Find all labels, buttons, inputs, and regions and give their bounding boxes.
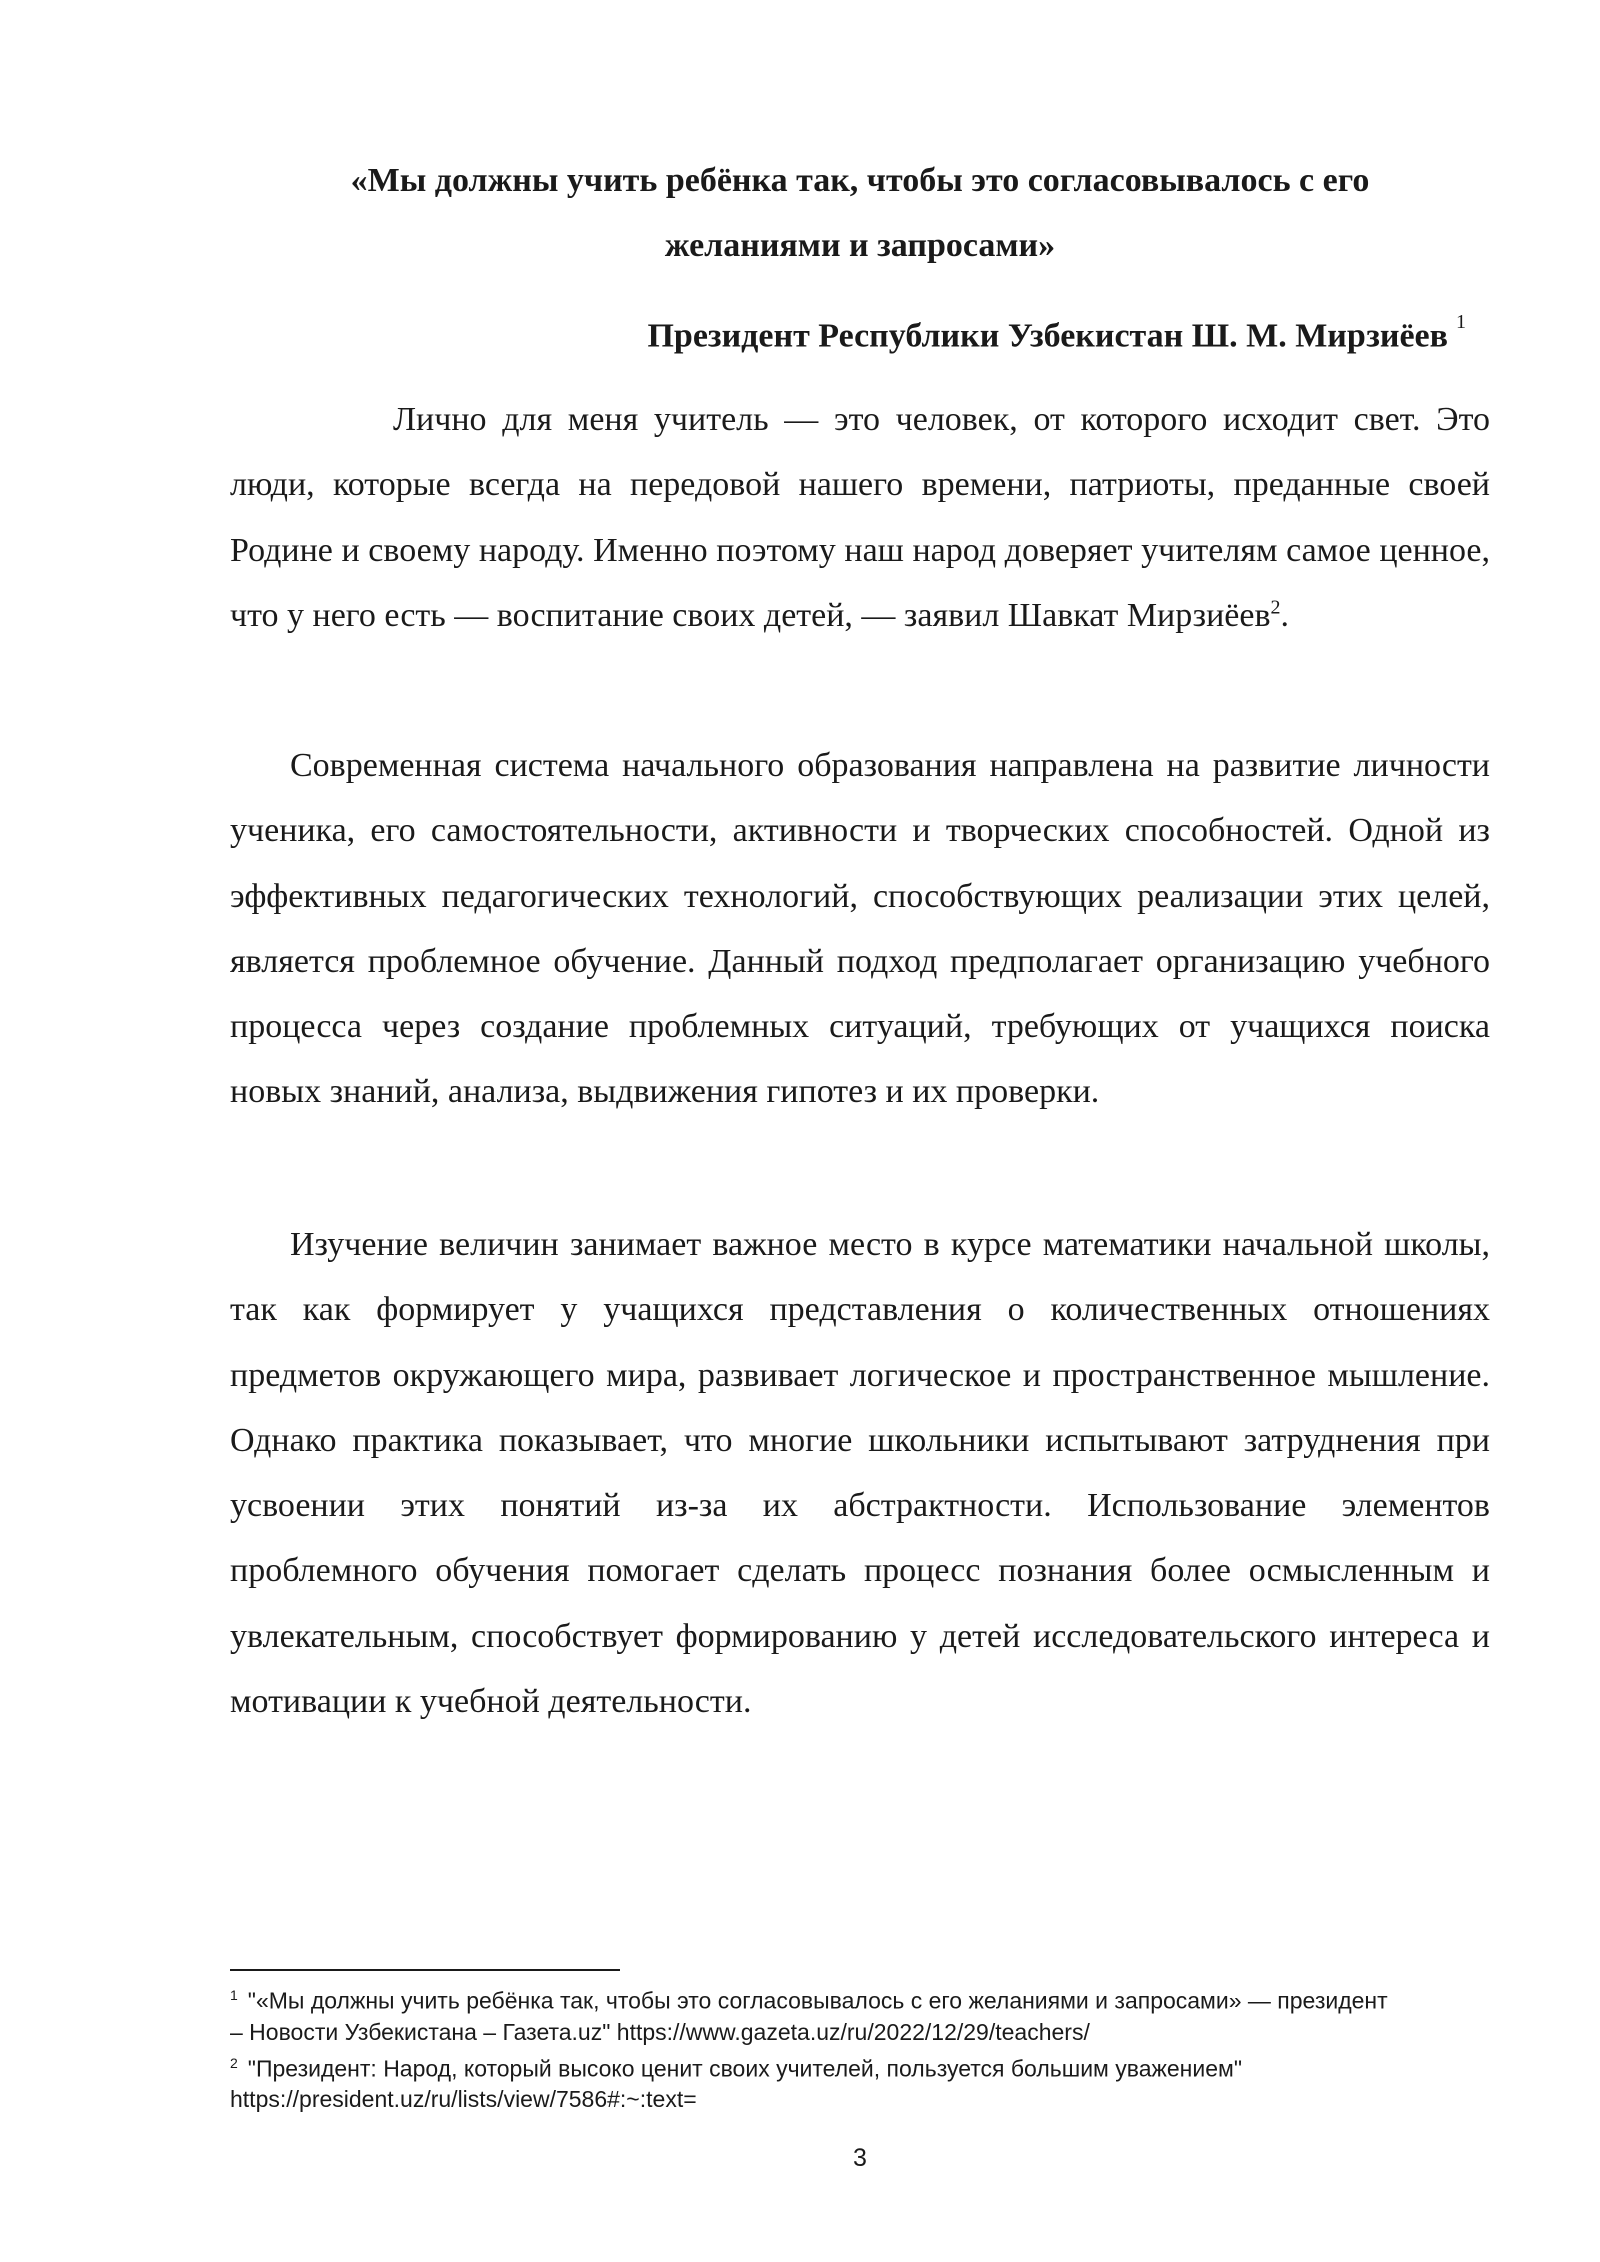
author-name: Президент Республики Узбекистан Ш. М. Мирзиёев bbox=[647, 317, 1448, 355]
footnote-2-number: 2 bbox=[230, 2054, 238, 2071]
epigraph-quote bbox=[230, 148, 1490, 278]
footnotes bbox=[230, 1980, 1530, 2115]
footnote-2-continued[interactable]: https://president.uz/ru/lists/view/7586#:~:text= bbox=[230, 2086, 697, 2113]
footnote-2 bbox=[230, 2048, 1530, 2085]
paragraph-2: Современная система начального образования направлена на развитие личности ученика, его самостоятельности, активности и творческих способностей. Одной из эффективных педагогических технологий, способствующих реализации этих целей, является проблемное обучение. Данный подход предполагает организацию учебного процесса через создание проблемных ситуаций, требующих от учащихся поиска новых знаний, анализа, выдвижения гипотез и их проверки. bbox=[230, 747, 1490, 1111]
paragraph-1 bbox=[230, 387, 1490, 648]
footnote-ref-1[interactable]: 1 bbox=[1456, 311, 1466, 333]
page-number: 3 bbox=[853, 2144, 867, 2172]
epigraph-author bbox=[230, 300, 1466, 364]
epigraph-line-1: «Мы должны учить ребёнка так, чтобы это согласовывалось с его bbox=[350, 162, 1370, 199]
footnote-1 bbox=[230, 1980, 1530, 2017]
footnote-1-number: 1 bbox=[230, 1987, 238, 2003]
footnote-separator bbox=[230, 1969, 620, 1971]
epigraph-line-2: желаниями и запросами» bbox=[664, 227, 1056, 264]
footnote-2-text: "Президент: Народ, который высоко ценит своих учителей, пользуется большим уважением" bbox=[247, 2055, 1242, 2082]
paragraph-1-tail: . bbox=[1280, 596, 1290, 634]
paragraph-1-text: Лично для меня учитель — это человек, от которого исходит свет. Это люди, которые всегда на передовой нашего времени, патриоты, преданные своей Родине и своему народу. Именно поэтому наш народ доверяет учителям самое ценное, что у него есть — воспитание своих детей, — заявил Шавкат Мирзиёев bbox=[230, 401, 1490, 634]
footnote-1-text: "«Мы должны учить ребёнка так, чтобы это согласовывалось с его желаниями и запросами» — президент bbox=[247, 1987, 1388, 2014]
paragraph-3: Изучение величин занимает важное место в курсе математики начальной школы, так как формирует у учащихся представления о количественных отношениях предметов окружающего мира, развивает логическое и пространственное мышление. Однако практика показывает, что многие школьники испытывают затруднения при усвоении этих понятий из-за их абстрактности. Использование элементов проблемного обучения помогает сделать процесс познания более осмысленным и увлекательным, способствует формированию у детей исследовательского интереса и мотивации к учебной деятельности. bbox=[230, 1226, 1490, 1721]
footnote-1-continued[interactable]: – Новости Узбекистана – Газета.uz" https://www.gazeta.uz/ru/2022/12/29/teachers/ bbox=[230, 2018, 1090, 2045]
footnote-ref-2[interactable]: 2 bbox=[1270, 596, 1281, 619]
